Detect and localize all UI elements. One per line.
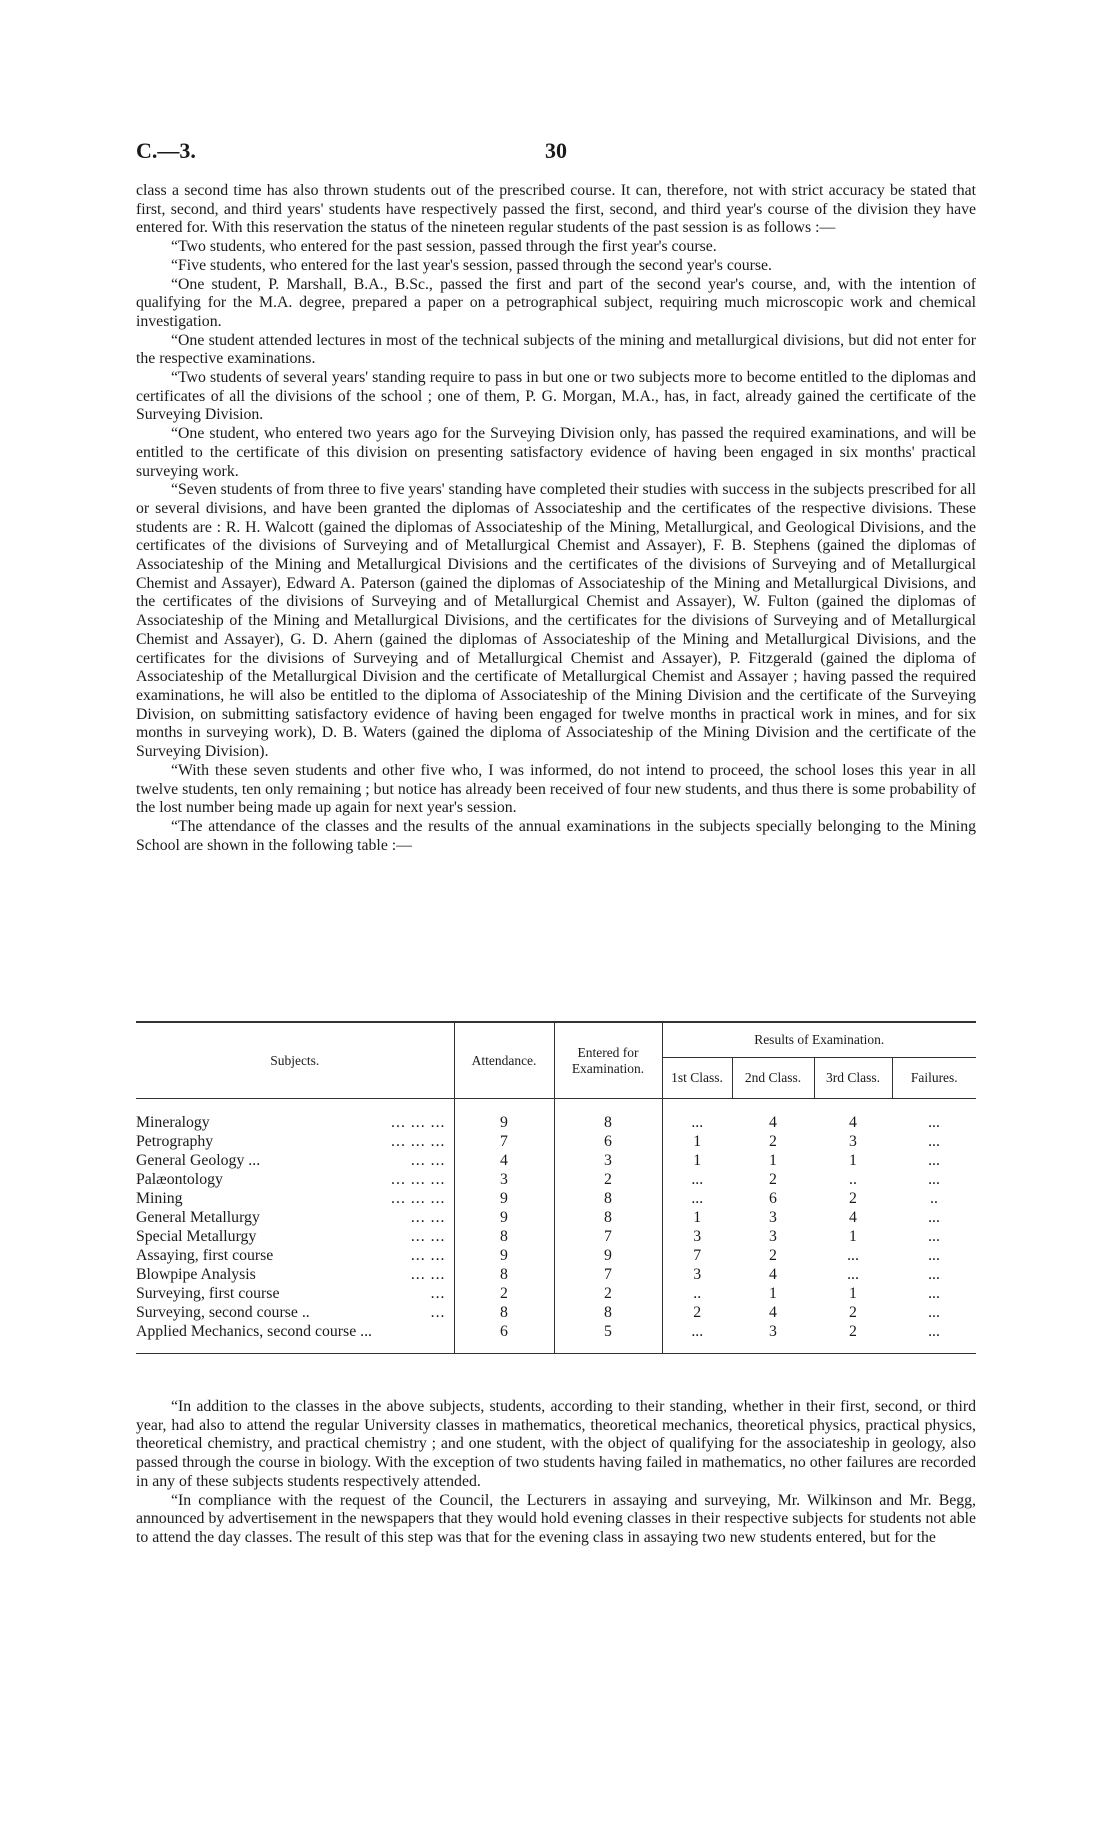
- subject-name: Special Metallurgy: [136, 1228, 257, 1245]
- entered-cell: 8: [554, 1208, 662, 1227]
- failures-cell: ...: [892, 1322, 976, 1354]
- subject-name: Palæontology: [136, 1171, 223, 1188]
- entered-cell: 3: [554, 1151, 662, 1170]
- header-results: Results of Examination.: [662, 1022, 976, 1058]
- first-class-cell: ...: [691, 1114, 704, 1131]
- third-class-cell: 2: [849, 1190, 857, 1207]
- second-class-cell: 2: [769, 1247, 777, 1264]
- subject-cell: [136, 1265, 454, 1284]
- second-class-cell: 4: [769, 1304, 777, 1321]
- third-class-cell: 2: [814, 1322, 892, 1354]
- attendance-cell: 8: [454, 1303, 554, 1322]
- paragraph: “In addition to the classes in the above subjects, students, according to their standing, whether in their first, second, or third year, had also to attend the regular University classes in mathematics, theoretical mechanics, theoretical physics, practical physics, theoretical chemistry, and practical chemistry ; and one student, with the object of qualifying for the associateship in geology, also passed through the course in biology. With the exception of two students having failed in mathematics, no other failures are recorded in any of these subjects students respectively attended.: [136, 1398, 976, 1490]
- subject-name: General Metallurgy: [136, 1209, 260, 1226]
- subject-name: Surveying, second course ..: [136, 1304, 310, 1321]
- second-class-cell: 3: [732, 1322, 814, 1354]
- document-code: C.—3.: [136, 138, 196, 163]
- second-class-cell: 6: [769, 1190, 777, 1207]
- examination-results-table: [136, 1021, 976, 1354]
- third-class-cell: ...: [847, 1247, 859, 1264]
- attendance-cell: 9: [454, 1208, 554, 1227]
- third-class-cell: 2: [849, 1304, 857, 1321]
- leader-dots: ... ... ...: [391, 1171, 446, 1188]
- failures-cell: ...: [928, 1304, 940, 1321]
- paragraph: “With these seven students and other five who, I was informed, do not intend to proceed, the school loses this year in all twelve students, ten only remaining ; but notice has already been received of four new students, and thus there is some probability of the lost number being made up again for next year's session.: [136, 761, 976, 817]
- subject-name: Surveying, first course: [136, 1285, 280, 1302]
- body-text-bottom: [136, 1398, 976, 1548]
- entered-cell: 7: [554, 1265, 662, 1284]
- entered-cell: 8: [554, 1099, 662, 1133]
- table-row: [136, 1246, 976, 1265]
- subject-cell: [136, 1284, 454, 1303]
- subject-cell: [136, 1303, 454, 1322]
- table-row: [136, 1208, 976, 1227]
- second-class-cell: 2: [769, 1133, 777, 1150]
- second-class-cell: 4: [769, 1266, 777, 1283]
- subject-cell: [136, 1322, 454, 1354]
- third-class-cell: 4: [849, 1209, 857, 1226]
- table-row: [136, 1284, 976, 1303]
- first-class-cell: 2: [693, 1304, 702, 1321]
- leader-dots: ... ...: [410, 1266, 446, 1283]
- first-class-cell: 7: [693, 1247, 702, 1264]
- first-class-cell: ...: [691, 1171, 704, 1188]
- leader-dots: ... ... ...: [391, 1133, 446, 1150]
- subject-name: Mineralogy: [136, 1114, 210, 1131]
- attendance-cell: 7: [454, 1132, 554, 1151]
- attendance-cell: 2: [454, 1284, 554, 1303]
- subject-cell: [136, 1132, 454, 1151]
- table-row: [136, 1132, 976, 1151]
- second-class-cell: 3: [769, 1209, 777, 1226]
- header-failures: Failures.: [892, 1058, 976, 1099]
- entered-cell: 8: [554, 1303, 662, 1322]
- failures-cell: ...: [928, 1228, 940, 1245]
- first-class-cell: ...: [691, 1190, 704, 1207]
- table-body: [136, 1099, 976, 1354]
- third-class-cell: 3: [849, 1133, 857, 1150]
- attendance-cell: 8: [454, 1227, 554, 1246]
- leader-dots: ...: [430, 1285, 446, 1302]
- table-row: [136, 1265, 976, 1284]
- subject-name: Mining: [136, 1190, 183, 1207]
- attendance-cell: 9: [454, 1099, 554, 1133]
- subject-name: Applied Mechanics, second course ...: [136, 1323, 373, 1340]
- failures-cell: ...: [928, 1114, 940, 1131]
- leader-dots: ... ... ...: [391, 1190, 446, 1207]
- failures-cell: ...: [928, 1285, 940, 1302]
- paragraph: “One student, P. Marshall, B.A., B.Sc., passed the first and part of the second year's course, and, with the intention of qualifying for the M.A. degree, prepared a paper on a petrographical subject, requiring much microscopic work and chemical investigation.: [136, 275, 976, 330]
- failures-cell: ...: [928, 1247, 940, 1264]
- paragraph: “One student attended lectures in most of the technical subjects of the mining and metallurgical divisions, but did not enter for the respective examinations.: [136, 331, 976, 368]
- table-row: [136, 1322, 976, 1354]
- failures-cell: ...: [928, 1209, 940, 1226]
- page-header: [136, 138, 976, 168]
- entered-cell: 6: [554, 1132, 662, 1151]
- subject-name: Assaying, first course: [136, 1247, 274, 1264]
- leader-dots: ... ...: [410, 1228, 446, 1245]
- third-class-cell: ..: [849, 1171, 857, 1188]
- failures-cell: ..: [930, 1190, 938, 1207]
- attendance-cell: 8: [454, 1265, 554, 1284]
- third-class-cell: 1: [849, 1152, 857, 1169]
- leader-dots: ... ...: [410, 1152, 446, 1169]
- entered-cell: 8: [554, 1189, 662, 1208]
- attendance-cell: 9: [454, 1189, 554, 1208]
- subject-name: Petrography: [136, 1133, 214, 1150]
- subject-cell: [136, 1208, 454, 1227]
- entered-cell: 2: [554, 1170, 662, 1189]
- third-class-cell: 1: [849, 1228, 857, 1245]
- first-class-cell: 1: [693, 1152, 702, 1169]
- subject-cell: [136, 1246, 454, 1265]
- subject-cell: [136, 1151, 454, 1170]
- table-row: [136, 1099, 976, 1133]
- examination-table-wrapper: [136, 1021, 976, 1354]
- entered-cell: 2: [554, 1284, 662, 1303]
- paragraph: “Two students of several years' standing require to pass in but one or two subjects more to become entitled to the diplomas and certificates of all the divisions of the school ; one of them, P. G. Morgan, M.A., has, in fact, already gained the certificate of the Surveying Division.: [136, 369, 976, 424]
- header-entered: Entered for Examination.: [554, 1022, 662, 1099]
- paragraph: “Two students, who entered for the past session, passed through the first year's course.: [171, 238, 717, 256]
- subject-cell: [136, 1170, 454, 1189]
- paragraph: class a second time has also thrown students out of the prescribed course. It can, therefore, not with strict accuracy be stated that first, second, and third years' students have respectively passed the first, second, and third year's course of the division they have entered for. With this reservation the status of the nineteen regular students of the past session is as follows :—: [136, 182, 976, 237]
- first-class-cell: ..: [693, 1285, 702, 1302]
- entered-cell: 9: [554, 1246, 662, 1265]
- second-class-cell: 1: [769, 1152, 777, 1169]
- subject-cell: [136, 1099, 454, 1133]
- attendance-cell: 4: [454, 1151, 554, 1170]
- entered-cell: 5: [554, 1322, 662, 1354]
- table-row: [136, 1151, 976, 1170]
- header-attendance: Attendance.: [454, 1022, 554, 1099]
- second-class-cell: 3: [769, 1228, 777, 1245]
- page-number: 30: [545, 138, 567, 163]
- failures-cell: ...: [928, 1266, 940, 1283]
- first-class-cell: 1: [693, 1133, 702, 1150]
- entered-cell: 7: [554, 1227, 662, 1246]
- first-class-cell: 3: [693, 1228, 702, 1245]
- second-class-cell: 4: [769, 1114, 777, 1131]
- paragraph: “Five students, who entered for the last year's session, passed through the second year's course.: [171, 256, 772, 274]
- first-class-cell: 3: [693, 1266, 702, 1283]
- table-row: [136, 1189, 976, 1208]
- table-row: [136, 1227, 976, 1246]
- leader-dots: ...: [430, 1304, 446, 1321]
- header-third-class: 3rd Class.: [814, 1058, 892, 1099]
- header-first-class: 1st Class.: [662, 1058, 732, 1099]
- paragraph: “In compliance with the request of the Council, the Lecturers in assaying and surveying, Mr. Wilkinson and Mr. Begg, announced by advertisement in the newspapers that they would hold evening classes in their respective subjects for students not able to attend the day classes. The result of this step was that for the evening class in assaying two new students entered, but for the: [136, 1491, 976, 1546]
- paragraph: “One student, who entered two years ago for the Surveying Division only, has passed the required examinations, and will be entitled to the certificate of this division on presenting satisfactory evidence of having been engaged in six months' practical surveying work.: [136, 425, 976, 480]
- third-class-cell: 4: [849, 1114, 857, 1131]
- table-row: [136, 1170, 976, 1189]
- paragraph: “Seven students of from three to five years' standing have completed their studies with success in the subjects prescribed for all or several divisions, and have been granted the diplomas of Associateship and the certificates of the respective divisions. These students are : R. H. Walcott (gained the diplomas of Associateship of the Mining, Metallurgical, and Geological Divisions, and the certificates of the divisions of Surveying and of Metallurgical Chemist and Assayer), F. B. Stephens (gained the diplomas of Associateship of the Mining and Metallurgical Divisions and the certificates of the divisions of Surveying and of Metallurgical Chemist and Assayer), Edward A. Paterson (gained the diplomas of Associateship of the Mining and Metallurgical Divisions, and the certificates of the divisions of Surveying and of Metallurgical Chemist and Assayer), W. Fulton (gained the diplomas of Associateship of the Mining and Metallurgical Divisions, and the certificates for the divisions of Surveying and of Metallurgical Chemist and Assayer), G. D. Ahern (gained the diplomas of Associateship of the Mining and Metallurgical Divisions, and the certificates for the divisions of Surveying and of Metallurgical Chemist and Assayer), P. Fitzgerald (gained the diploma of Associateship of the Metallurgical Division and the certificate of Metallurgical Chemist and Assayer ; having passed the required examinations, he will also be entitled to the diploma of Associateship of the Mining Division and the certificate of the Surveying Division, on submitting satisfactory evidence of having been engaged for twelve months in practical work in mines, and for six months in surveying work), D. B. Waters (gained the diploma of Associateship of the Mining Division and the certificate of the Surveying Division).: [136, 481, 976, 761]
- failures-cell: ...: [928, 1133, 940, 1150]
- header-second-class: 2nd Class.: [732, 1058, 814, 1099]
- failures-cell: ...: [928, 1152, 940, 1169]
- attendance-cell: 3: [454, 1170, 554, 1189]
- subject-name: General Geology ...: [136, 1152, 261, 1169]
- second-class-cell: 2: [769, 1171, 777, 1188]
- failures-cell: ...: [928, 1171, 940, 1188]
- leader-dots: ... ... ...: [391, 1114, 446, 1131]
- third-class-cell: ...: [847, 1266, 859, 1283]
- subject-name: Blowpipe Analysis: [136, 1266, 256, 1283]
- attendance-cell: 6: [454, 1322, 554, 1354]
- third-class-cell: 1: [849, 1285, 857, 1302]
- subject-cell: [136, 1189, 454, 1208]
- paragraph: “The attendance of the classes and the results of the annual examinations in the subjects specially belonging to the Mining School are shown in the following table :—: [136, 817, 976, 854]
- first-class-cell: 1: [693, 1209, 702, 1226]
- body-text-top: [136, 182, 976, 855]
- second-class-cell: 1: [769, 1285, 777, 1302]
- table-row: [136, 1303, 976, 1322]
- first-class-cell: ...: [662, 1322, 732, 1354]
- attendance-cell: 9: [454, 1246, 554, 1265]
- leader-dots: ... ...: [410, 1209, 446, 1226]
- header-subjects: Subjects.: [136, 1022, 454, 1099]
- leader-dots: ... ...: [410, 1247, 446, 1264]
- subject-cell: [136, 1227, 454, 1246]
